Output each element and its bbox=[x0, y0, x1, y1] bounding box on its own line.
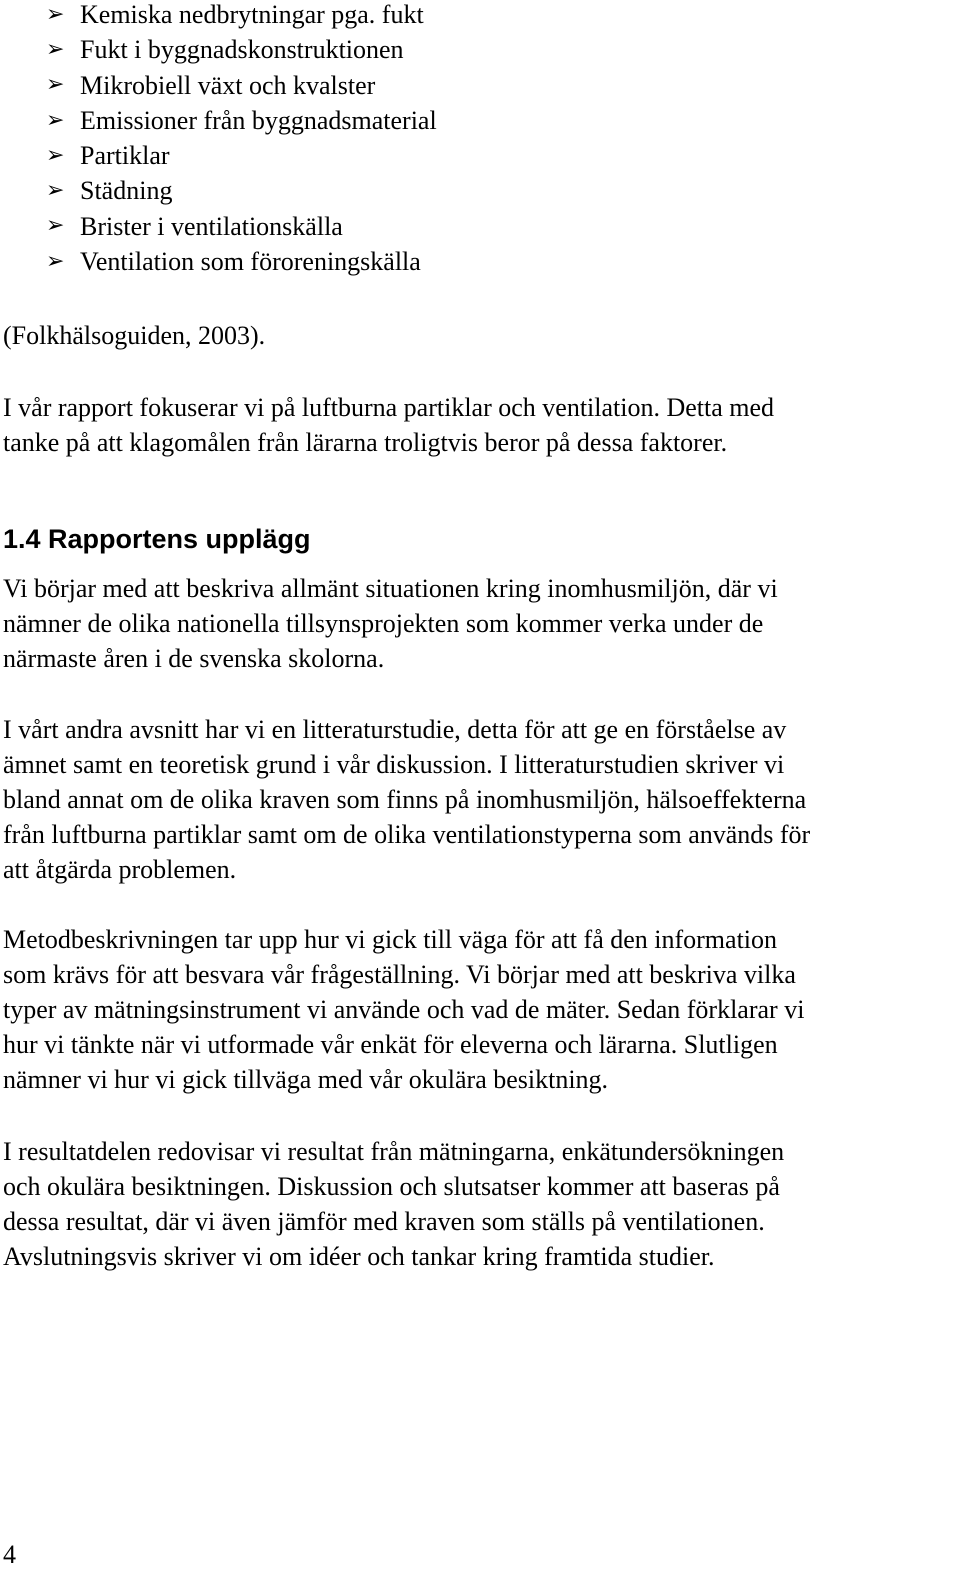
section-heading: 1.4 Rapportens upplägg bbox=[3, 524, 311, 554]
intro-paragraph bbox=[3, 571, 958, 676]
list-item-text: Fukt i byggnadskonstruktionen bbox=[80, 35, 404, 65]
hollow-arrow-bullet-icon: ➢ bbox=[46, 142, 65, 168]
list-item-text: Ventilation som föroreningskälla bbox=[80, 247, 421, 277]
paragraph-line: bland annat om de olika kraven som finns på inomhusmiljön, hälsoeffekterna bbox=[3, 785, 807, 814]
list-item-text: Mikrobiell växt och kvalster bbox=[80, 70, 376, 100]
hollow-arrow-bullet-icon: ➢ bbox=[46, 178, 65, 204]
paragraph-line: Avslutningsvis skriver vi om idéer och tankar kring framtida studier. bbox=[3, 1242, 715, 1271]
list-item-text: Partiklar bbox=[80, 141, 170, 171]
paragraph-line: Vi börjar med att beskriva allmänt situationen kring inomhusmiljön, där vi bbox=[3, 574, 778, 603]
citation-text: (Folkhälsoguiden, 2003). bbox=[3, 321, 266, 350]
paragraph-line: och okulära besiktningen. Diskussion och slutsatser kommer att baseras på bbox=[3, 1172, 780, 1201]
literature-paragraph bbox=[3, 712, 958, 887]
list-item bbox=[0, 68, 960, 103]
paragraph-line: som krävs för att besvara vår frågeställning. Vi börjar med att beskriva vilka bbox=[3, 960, 796, 989]
bullet-list bbox=[0, 0, 960, 279]
list-item-text: Kemiska nedbrytningar pga. fukt bbox=[80, 0, 424, 29]
paragraph-line: tanke på att klagomålen från lärarna troligtvis beror på dessa faktorer. bbox=[3, 428, 728, 457]
paragraph-line: nämner vi hur vi gick tillväga med vår okulära besiktning. bbox=[3, 1065, 609, 1094]
list-item bbox=[0, 103, 960, 138]
list-item-text: Städning bbox=[80, 176, 173, 206]
page-number: 4 bbox=[3, 1540, 16, 1569]
paragraph-line: hur vi tänkte när vi utformade vår enkät för eleverna och lärarna. Slutligen bbox=[3, 1030, 778, 1059]
list-item-text: Brister i ventilationskälla bbox=[80, 211, 343, 241]
paragraph-line: typer av mätningsinstrument vi använde och vad de mäter. Sedan förklarar vi bbox=[3, 995, 805, 1024]
list-item-text: Emissioner från byggnadsmaterial bbox=[80, 105, 437, 135]
paragraph-line: ämnet samt en teoretisk grund i vår diskussion. I litteraturstudien skriver vi bbox=[3, 750, 785, 779]
paragraph-line: dessa resultat, där vi även jämför med kraven som ställs på ventilationen. bbox=[3, 1207, 765, 1236]
hollow-arrow-bullet-icon: ➢ bbox=[46, 248, 65, 274]
list-item bbox=[0, 209, 960, 244]
method-paragraph bbox=[3, 922, 958, 1097]
hollow-arrow-bullet-icon: ➢ bbox=[46, 1, 65, 27]
paragraph-line: från luftburna partiklar samt om de olika ventilationstyperna som används för bbox=[3, 820, 811, 849]
paragraph-line: I resultatdelen redovisar vi resultat från mätningarna, enkätundersökningen bbox=[3, 1137, 785, 1166]
list-item bbox=[0, 0, 960, 32]
list-item bbox=[0, 244, 960, 279]
paragraph-line: nämner de olika nationella tillsynsprojekten som kommer verka under de bbox=[3, 609, 764, 638]
list-item bbox=[0, 173, 960, 208]
paragraph-line: I vår rapport fokuserar vi på luftburna partiklar och ventilation. Detta med bbox=[3, 393, 775, 422]
hollow-arrow-bullet-icon: ➢ bbox=[46, 107, 65, 133]
hollow-arrow-bullet-icon: ➢ bbox=[46, 36, 65, 62]
focus-paragraph bbox=[3, 390, 958, 460]
hollow-arrow-bullet-icon: ➢ bbox=[46, 72, 65, 98]
paragraph-line: närmaste åren i de svenska skolorna. bbox=[3, 644, 385, 673]
results-paragraph bbox=[3, 1134, 958, 1274]
list-item bbox=[0, 32, 960, 67]
list-item bbox=[0, 138, 960, 173]
hollow-arrow-bullet-icon: ➢ bbox=[46, 213, 65, 239]
paragraph-line: Metodbeskrivningen tar upp hur vi gick till väga för att få den information bbox=[3, 925, 778, 954]
paragraph-line: I vårt andra avsnitt har vi en litteraturstudie, detta för att ge en förståelse av bbox=[3, 715, 787, 744]
citation bbox=[3, 318, 958, 353]
paragraph-line: att åtgärda problemen. bbox=[3, 855, 237, 884]
